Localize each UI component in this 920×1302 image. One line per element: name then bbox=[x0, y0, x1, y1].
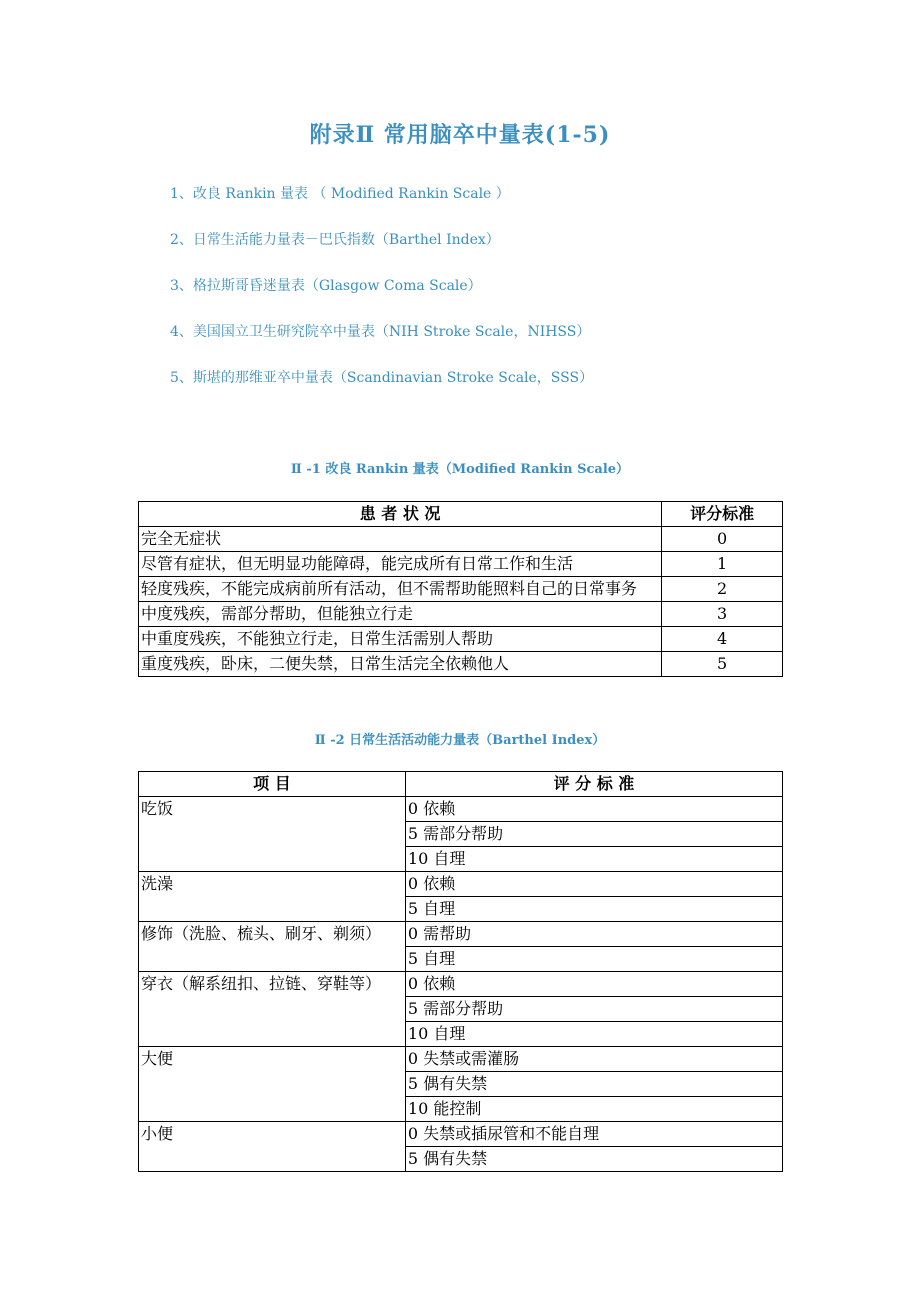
table2-caption: Ⅱ -2 日常生活活动能力量表（Barthel Index） bbox=[314, 733, 606, 748]
table-row bbox=[139, 577, 783, 602]
page-title: 附录Ⅱ 常用脑卒中量表(1-5) bbox=[309, 122, 611, 148]
criteria-cell: 10 自理 bbox=[405, 847, 782, 872]
status-cell: 中度残疾，需部分帮助，但能独立行走 bbox=[139, 602, 662, 627]
table-row bbox=[139, 652, 783, 677]
score-cell: 0 bbox=[662, 527, 783, 552]
table-row bbox=[139, 552, 783, 577]
contents-item: 4、美国国立卫生研究院卒中量表（NIH Stroke Scale，NIHSS） bbox=[170, 324, 591, 340]
contents-item: 1、改良 Rankin 量表 （ Modified Rankin Scale ） bbox=[170, 186, 510, 202]
score-cell: 5 bbox=[662, 652, 783, 677]
item-cell: 洗澡 bbox=[139, 872, 406, 922]
column-header-status: 患 者 状 况 bbox=[139, 502, 662, 527]
column-header-criteria: 评 分 标 准 bbox=[405, 772, 782, 797]
table-row bbox=[139, 602, 783, 627]
item-cell: 小便 bbox=[139, 1122, 406, 1172]
criteria-cell: 0 失禁或插尿管和不能自理 bbox=[405, 1122, 782, 1147]
criteria-cell: 5 偶有失禁 bbox=[405, 1147, 782, 1172]
status-cell: 尽管有症状，但无明显功能障碍，能完成所有日常工作和生活 bbox=[139, 552, 662, 577]
status-cell: 中重度残疾，不能独立行走，日常生活需别人帮助 bbox=[139, 627, 662, 652]
criteria-cell: 5 自理 bbox=[405, 947, 782, 972]
criteria-cell: 0 失禁或需灌肠 bbox=[405, 1047, 782, 1072]
criteria-cell: 10 自理 bbox=[405, 1022, 782, 1047]
table-row bbox=[139, 797, 783, 822]
criteria-cell: 5 需部分帮助 bbox=[405, 822, 782, 847]
score-cell: 2 bbox=[662, 577, 783, 602]
status-cell: 完全无症状 bbox=[139, 527, 662, 552]
status-cell: 重度残疾，卧床，二便失禁，日常生活完全依赖他人 bbox=[139, 652, 662, 677]
table-row bbox=[139, 972, 783, 997]
criteria-cell: 0 依赖 bbox=[405, 972, 782, 997]
column-header-score: 评分标准 bbox=[662, 502, 783, 527]
barthel-table bbox=[138, 771, 783, 1172]
item-cell: 修饰（洗脸、梳头、刷牙、剃须） bbox=[139, 922, 406, 972]
criteria-cell: 5 自理 bbox=[405, 897, 782, 922]
item-cell: 穿衣（解系纽扣、拉链、穿鞋等） bbox=[139, 972, 406, 1047]
criteria-cell: 5 需部分帮助 bbox=[405, 997, 782, 1022]
table-row bbox=[139, 627, 783, 652]
table-row bbox=[139, 922, 783, 947]
contents-item: 2、日常生活能力量表－巴氏指数（Barthel Index） bbox=[170, 232, 500, 248]
contents-item: 5、斯堪的那维亚卒中量表（Scandinavian Stroke Scale，SSS） bbox=[170, 370, 594, 386]
table-row bbox=[139, 1047, 783, 1072]
score-cell: 1 bbox=[662, 552, 783, 577]
contents-item: 3、格拉斯哥昏迷量表（Glasgow Coma Scale） bbox=[170, 278, 482, 294]
table-row bbox=[139, 872, 783, 897]
table-row bbox=[139, 1122, 783, 1147]
table-row bbox=[139, 527, 783, 552]
score-cell: 3 bbox=[662, 602, 783, 627]
criteria-cell: 0 依赖 bbox=[405, 797, 782, 822]
item-cell: 吃饭 bbox=[139, 797, 406, 872]
item-cell: 大便 bbox=[139, 1047, 406, 1122]
criteria-cell: 5 偶有失禁 bbox=[405, 1072, 782, 1097]
criteria-cell: 10 能控制 bbox=[405, 1097, 782, 1122]
criteria-cell: 0 需帮助 bbox=[405, 922, 782, 947]
score-cell: 4 bbox=[662, 627, 783, 652]
contents-list bbox=[170, 184, 593, 414]
criteria-cell: 0 依赖 bbox=[405, 872, 782, 897]
rankin-table bbox=[138, 501, 783, 677]
column-header-item: 项 目 bbox=[139, 772, 406, 797]
status-cell: 轻度残疾，不能完成病前所有活动，但不需帮助能照料自己的日常事务 bbox=[139, 577, 662, 602]
table1-caption: Ⅱ -1 改良 Rankin 量表（Modified Rankin Scale） bbox=[290, 462, 630, 477]
